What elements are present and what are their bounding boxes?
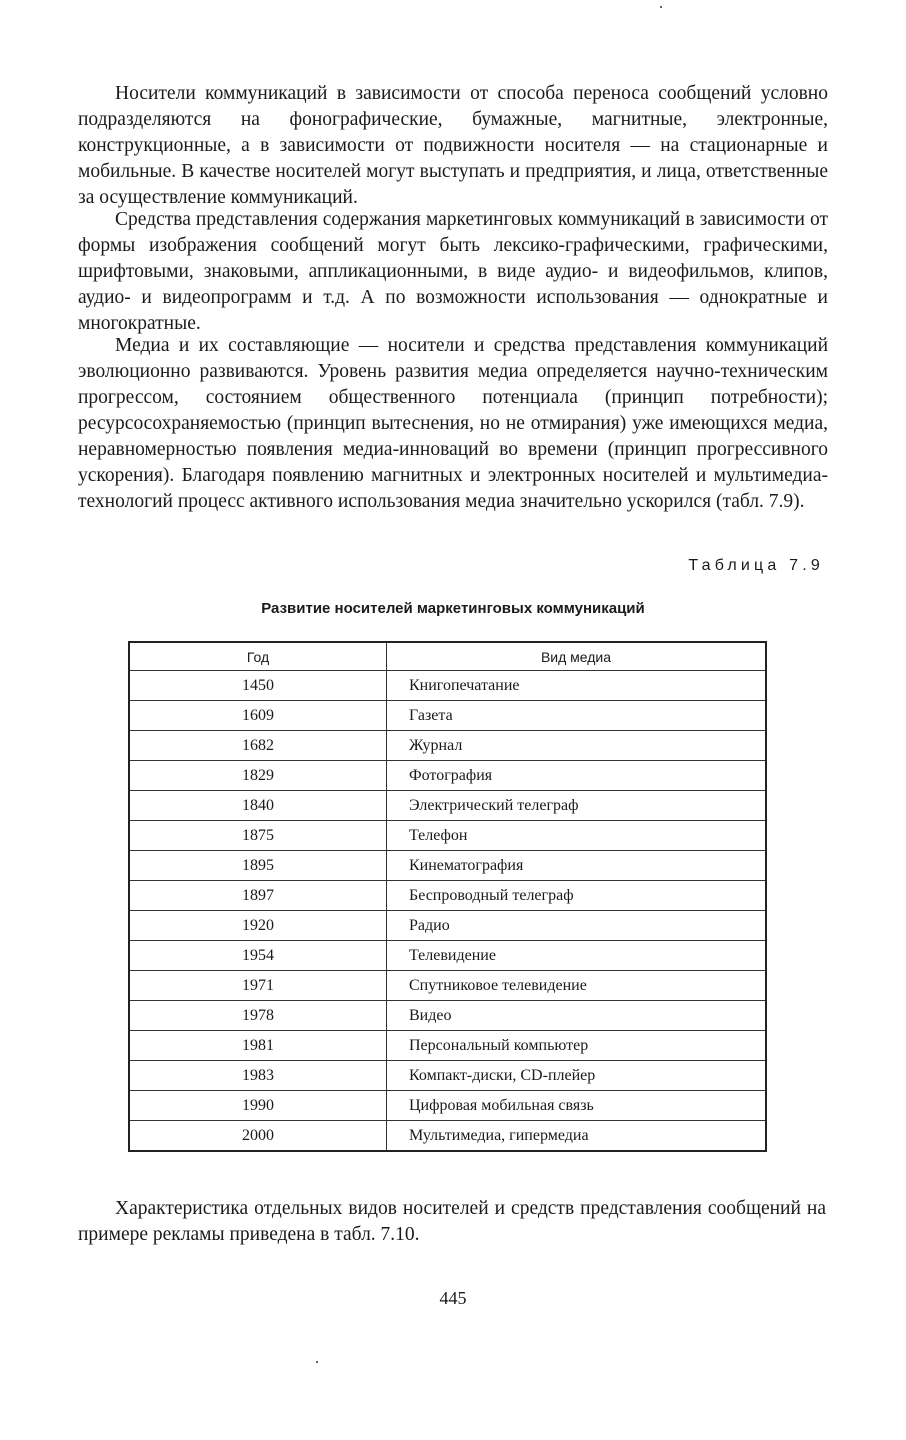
media-cell: Журнал [387, 731, 767, 761]
table-row [129, 851, 766, 881]
media-cell: Спутниковое телевидение [387, 971, 767, 1001]
year-cell: 1981 [129, 1031, 387, 1061]
paragraph-presentation-means: Средства представления содержания маркетинговых коммуникаций в зависимости от формы изображения сообщений могут быть лексико-графическими, графическими, шрифтовыми, знаковыми, аппликационными, в виде аудио- и видеофильмов, клипов, аудио- и видеопрограмм и т.д. А по возможности использования — однократные и многократные. [78, 209, 828, 334]
year-cell: 1954 [129, 941, 387, 971]
table-row [129, 1031, 766, 1061]
media-cell: Электрический телеграф [387, 791, 767, 821]
paragraph-reference-next-table: Характеристика отдельных видов носителей и средств представления сообщений на примере рекламы приведена в табл. 7.10. [78, 1198, 826, 1245]
media-cell: Цифровая мобильная связь [387, 1091, 767, 1121]
table-row [129, 701, 766, 731]
table-number-label: Таблица 7.9 [688, 557, 824, 574]
table-row [129, 1061, 766, 1091]
scan-speck [660, 6, 662, 8]
year-cell: 1920 [129, 911, 387, 941]
paragraph-media-evolution: Медиа и их составляющие — носители и средства представления коммуникаций эволюционно развиваются. Уровень развития медиа определяется научно-техническим прогрессом, состоянием общественного потенциала (принцип потребности); ресурсосохраняемостью (принцип вытеснения, но не отмирания) уже имеющихся медиа, неравномерностью появления медиа-инноваций во времени (принцип прогрессивного ускорения). Благодаря появлению магнитных и электронных носителей и мультимедиа-технологий процесс активного использования медиа значительно ускорился (табл. 7.9). [78, 335, 828, 512]
table-row [129, 971, 766, 1001]
table-row [129, 671, 766, 701]
year-cell: 1682 [129, 731, 387, 761]
media-cell: Беспроводный телеграф [387, 881, 767, 911]
media-cell: Фотография [387, 761, 767, 791]
media-cell: Компакт-диски, CD-плейер [387, 1061, 767, 1091]
header-year: Год [129, 642, 387, 671]
year-cell: 2000 [129, 1121, 387, 1152]
table-row [129, 1001, 766, 1031]
year-cell: 1829 [129, 761, 387, 791]
year-cell: 1840 [129, 791, 387, 821]
table-row [129, 1121, 766, 1152]
year-cell: 1895 [129, 851, 387, 881]
table-row [129, 881, 766, 911]
table-row [129, 731, 766, 761]
paragraph-carriers: Носители коммуникаций в зависимости от способа переноса сообщений условно подразделяются на фонографические, бумажные, магнитные, электронные, конструкционные, а в зависимости от подвижности носителя — на стационарные и мобильные. В качестве носителей могут выступать и предприятия, и лица, ответственные за осуществление коммуникаций. [78, 83, 828, 208]
media-cell: Видео [387, 1001, 767, 1031]
media-development-table [128, 641, 767, 1152]
page-number: 445 [439, 1288, 467, 1308]
year-cell: 1897 [129, 881, 387, 911]
table-body [129, 671, 766, 1152]
table-row [129, 821, 766, 851]
table-title: Развитие носителей маркетинговых коммуникаций [261, 600, 645, 617]
table-header-row [129, 642, 766, 671]
media-cell: Персональный компьютер [387, 1031, 767, 1061]
year-cell: 1450 [129, 671, 387, 701]
header-media-type: Вид медиа [387, 642, 767, 671]
year-cell: 1990 [129, 1091, 387, 1121]
table-row [129, 761, 766, 791]
table-row [129, 791, 766, 821]
table-row [129, 941, 766, 971]
table-row [129, 911, 766, 941]
media-cell: Радио [387, 911, 767, 941]
media-cell: Книгопечатание [387, 671, 767, 701]
media-cell: Мультимедиа, гипермедиа [387, 1121, 767, 1152]
table-row [129, 1091, 766, 1121]
year-cell: 1983 [129, 1061, 387, 1091]
year-cell: 1875 [129, 821, 387, 851]
scan-speck [316, 1361, 318, 1363]
media-cell: Кинематография [387, 851, 767, 881]
year-cell: 1609 [129, 701, 387, 731]
media-cell: Телефон [387, 821, 767, 851]
year-cell: 1978 [129, 1001, 387, 1031]
media-cell: Телевидение [387, 941, 767, 971]
media-cell: Газета [387, 701, 767, 731]
year-cell: 1971 [129, 971, 387, 1001]
